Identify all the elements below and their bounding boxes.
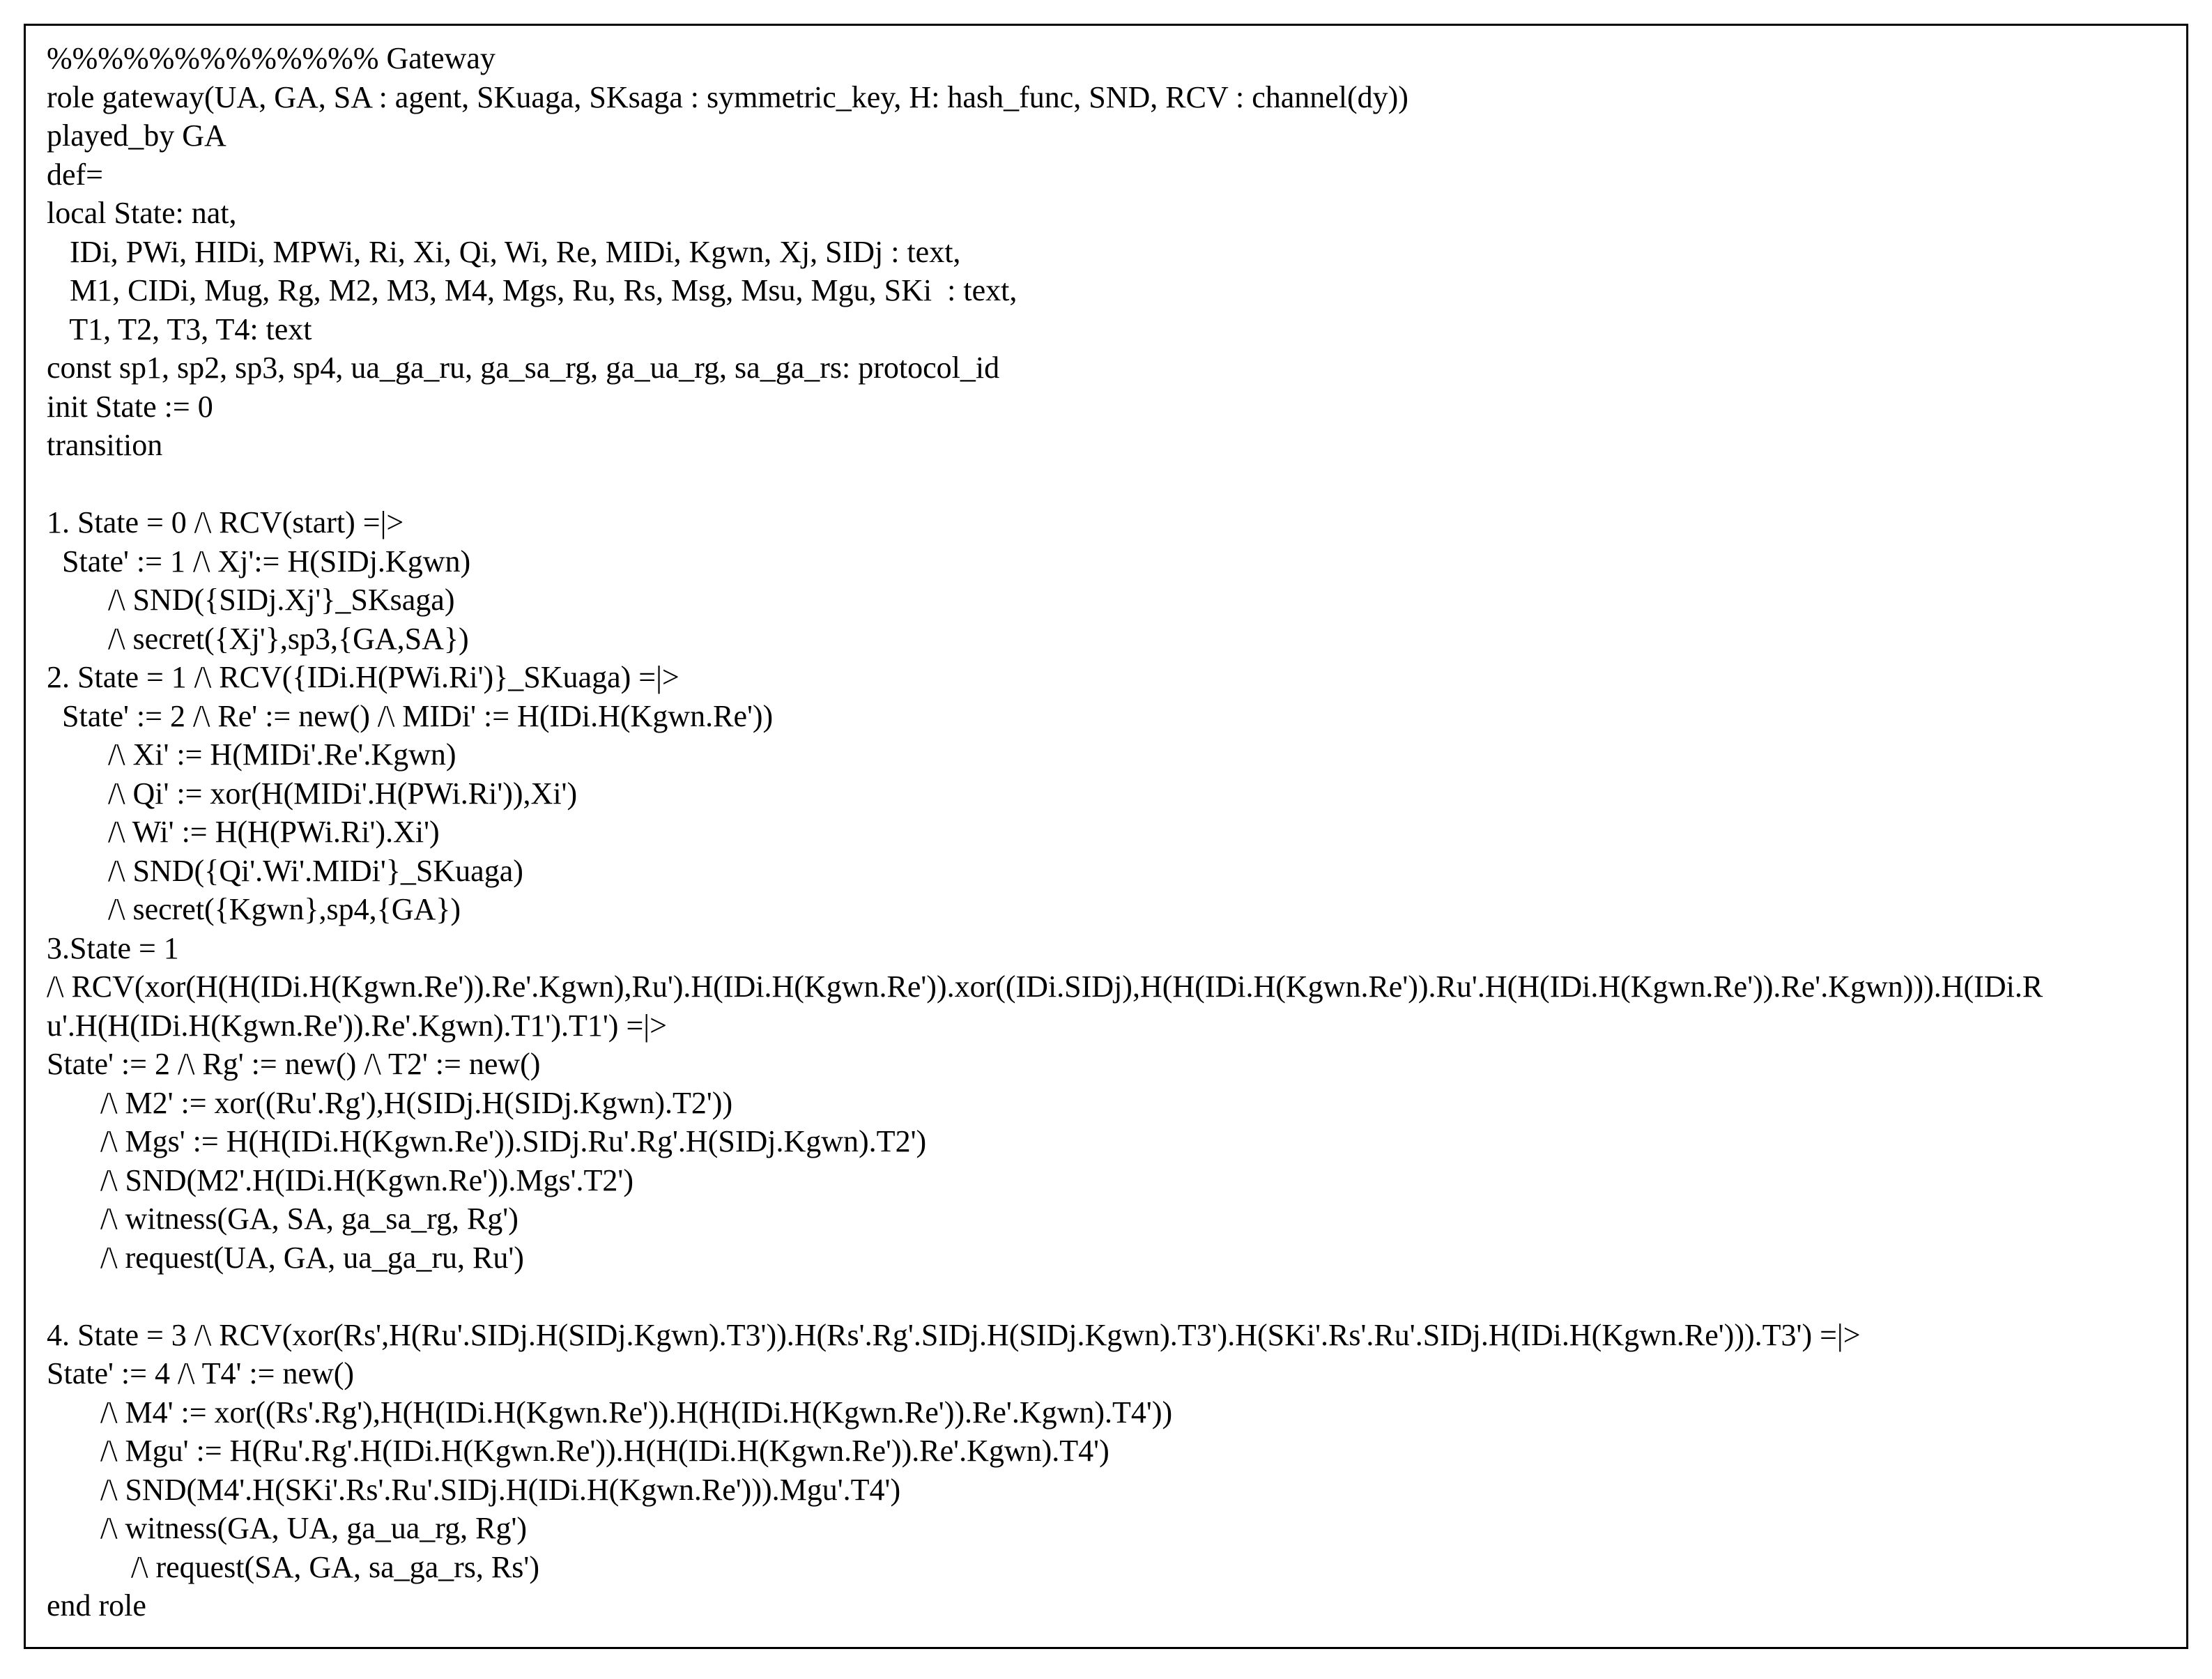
code-line: State' := 2 /\ Rg' := new() /\ T2' := new() — [47, 1047, 541, 1081]
code-line: M1, CIDi, Mug, Rg, M2, M3, M4, Mgs, Ru, Rs, Msg, Msu, Mgu, SKi : text, — [47, 273, 1017, 307]
code-line: /\ SND({SIDj.Xj'}_SKsaga) — [47, 583, 455, 617]
code-line: u'.H(H(IDi.H(Kgwn.Re')).Re'.Kgwn).T1').T1') =|> — [47, 1008, 667, 1043]
code-line: /\ SND(M2'.H(IDi.H(Kgwn.Re')).Mgs'.T2') — [47, 1163, 633, 1197]
code-line: /\ Wi' := H(H(PWi.Ri').Xi') — [47, 815, 440, 849]
code-line: init State := 0 — [47, 389, 213, 424]
code-line: IDi, PWi, HIDi, MPWi, Ri, Xi, Qi, Wi, Re, MIDi, Kgwn, Xj, SIDj : text, — [47, 234, 961, 269]
code-line: /\ Qi' := xor(H(MIDi'.H(PWi.Ri')),Xi') — [47, 776, 578, 811]
code-line: 1. State = 0 /\ RCV(start) =|> — [47, 505, 404, 539]
code-line: /\ SND(M4'.H(SKi'.Rs'.Ru'.SIDj.H(IDi.H(Kgwn.Re'))).Mgu'.T4') — [47, 1472, 901, 1507]
code-line: /\ request(SA, GA, sa_ga_rs, Rs') — [47, 1549, 539, 1584]
code-line: end role — [47, 1588, 146, 1623]
code-line: def= — [47, 157, 103, 192]
code-listing-frame — [24, 24, 2188, 1649]
code-line: 3.State = 1 — [47, 930, 179, 965]
code-listing — [47, 39, 2172, 1625]
code-line: /\ RCV(xor(H(H(IDi.H(Kgwn.Re')).Re'.Kgwn),Ru').H(IDi.H(Kgwn.Re')).xor((IDi.SIDj),H(H(IDi.H(Kgwn.Re')).Ru'.H(H(IDi.H(Kgwn.Re')).Re'.Kgwn))).H(IDi.R — [47, 969, 2043, 1004]
code-line: State' := 1 /\ Xj':= H(SIDj.Kgwn) — [47, 544, 471, 578]
code-line: role gateway(UA, GA, SA : agent, SKuaga, SKsaga : symmetric_key, H: hash_func, SND, RCV : channel(dy)) — [47, 79, 1408, 114]
code-line: /\ secret({Xj'},sp3,{GA,SA}) — [47, 621, 469, 656]
code-line: transition — [47, 428, 163, 462]
code-line — [47, 465, 2172, 504]
code-line: played_by GA — [47, 118, 226, 153]
code-line: /\ witness(GA, UA, ga_ua_rg, Rg') — [47, 1511, 528, 1545]
code-line: T1, T2, T3, T4: text — [47, 312, 312, 346]
code-line: /\ M2' := xor((Ru'.Rg'),H(SIDj.H(SIDj.Kgwn).T2')) — [47, 1085, 733, 1120]
code-line: State' := 4 /\ T4' := new() — [47, 1356, 355, 1390]
code-line: local State: nat, — [47, 196, 237, 230]
code-line: State' := 2 /\ Re' := new() /\ MIDi' := H(IDi.H(Kgwn.Re')) — [47, 698, 774, 733]
code-line: /\ Mgu' := H(Ru'.Rg'.H(IDi.H(Kgwn.Re')).H(H(IDi.H(Kgwn.Re')).Re'.Kgwn).T4') — [47, 1434, 1109, 1468]
code-line: /\ Mgs' := H(H(IDi.H(Kgwn.Re')).SIDj.Ru'.Rg'.H(SIDj.Kgwn).T2') — [47, 1124, 927, 1158]
code-line: /\ request(UA, GA, ua_ga_ru, Ru') — [47, 1240, 524, 1275]
code-line: const sp1, sp2, sp3, sp4, ua_ga_ru, ga_sa_rg, ga_ua_rg, sa_ga_rs: protocol_id — [47, 351, 1000, 385]
code-line: /\ M4' := xor((Rs'.Rg'),H(H(IDi.H(Kgwn.Re')).H(H(IDi.H(Kgwn.Re')).Re'.Kgwn).T4')) — [47, 1395, 1173, 1429]
code-line: /\ secret({Kgwn},sp4,{GA}) — [47, 892, 461, 926]
code-line: %%%%%%%%%%%%% Gateway — [47, 41, 496, 75]
code-line: 2. State = 1 /\ RCV({IDi.H(PWi.Ri')}_SKuaga) =|> — [47, 660, 679, 694]
code-line: /\ Xi' := H(MIDi'.Re'.Kgwn) — [47, 737, 456, 772]
code-line: /\ SND({Qi'.Wi'.MIDi'}_SKuaga) — [47, 853, 523, 888]
code-line — [47, 1277, 2172, 1316]
code-line: 4. State = 3 /\ RCV(xor(Rs',H(Ru'.SIDj.H(SIDj.Kgwn).T3')).H(Rs'.Rg'.SIDj.H(SIDj.Kgwn).T3').H(SKi'.Rs'.Ru'.SIDj.H(IDi.H(Kgwn.Re'))).T3') =|> — [47, 1317, 1861, 1352]
code-line: /\ witness(GA, SA, ga_sa_rg, Rg') — [47, 1202, 519, 1236]
